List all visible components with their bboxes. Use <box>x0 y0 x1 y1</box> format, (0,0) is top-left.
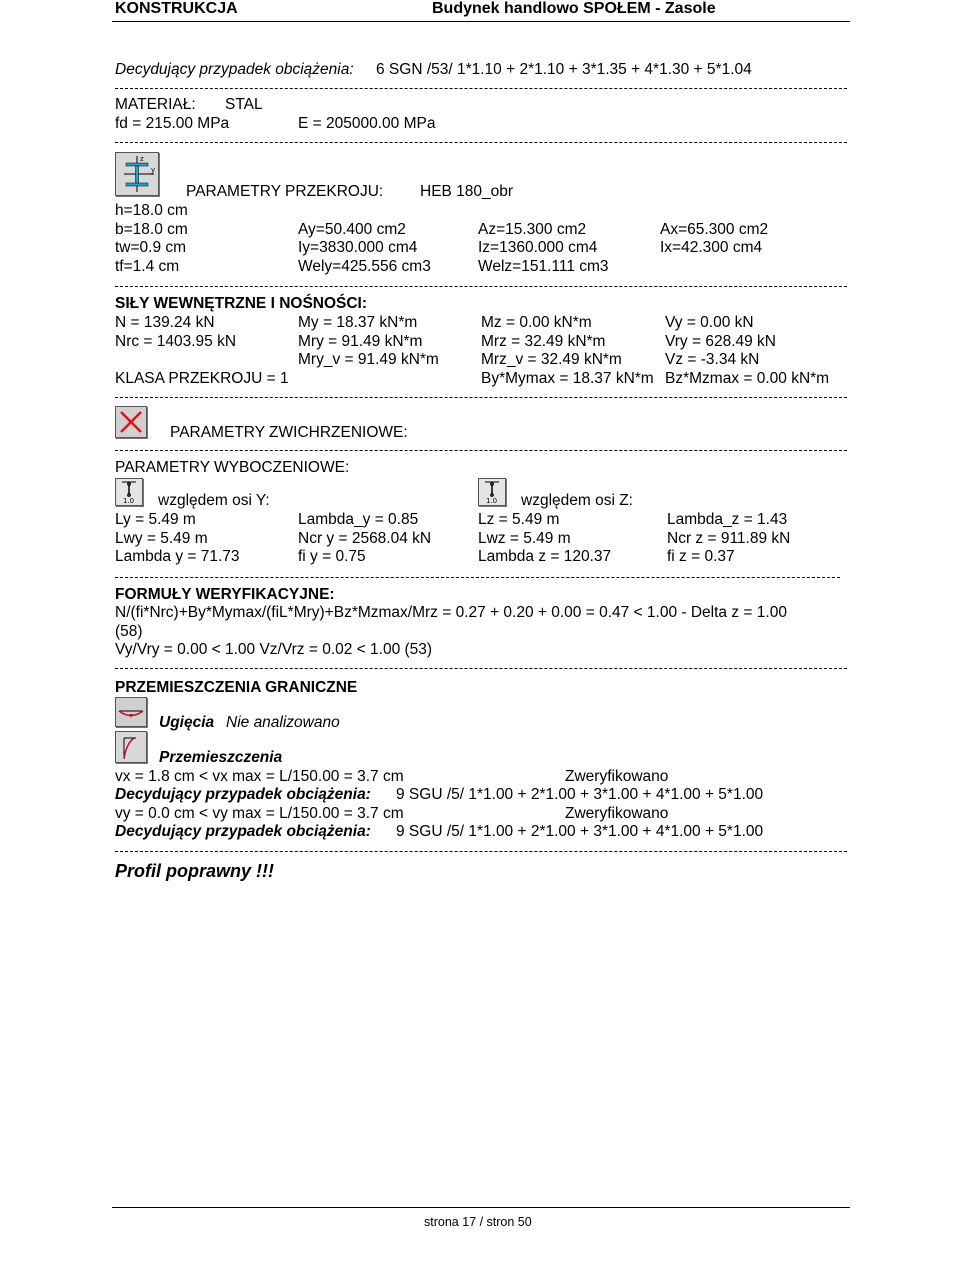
buckling-z-icon <box>478 478 506 506</box>
force-by-mymax: By*Mymax = 18.37 kN*m <box>481 370 654 387</box>
section-ax: Ax=65.300 cm2 <box>660 221 769 238</box>
decisive-case-label: Decydujący przypadek obciążenia: <box>115 61 354 78</box>
buckling-axis-y: względem osi Y: <box>158 492 270 509</box>
buckling-lambda-y: Lambda y = 71.73 <box>115 548 240 565</box>
divider <box>115 668 847 669</box>
vy-status: Zweryfikowano <box>565 805 669 822</box>
red-x-icon <box>115 406 147 438</box>
force-mry: Mry = 91.49 kN*m <box>298 333 423 350</box>
forces-title: SIŁY WEWNĘTRZNE I NOŚNOŚCI: <box>115 295 368 312</box>
force-my: My = 18.37 kN*m <box>298 314 418 331</box>
force-mz: Mz = 0.00 kN*m <box>481 314 592 331</box>
buckling-title: PARAMETRY WYBOCZENIOWE: <box>115 459 350 476</box>
divider <box>115 286 847 287</box>
section-ix: Ix=42.300 cm4 <box>660 239 763 256</box>
force-vy: Vy = 0.00 kN <box>665 314 754 331</box>
buckling-y-icon-label: 1.0 <box>123 497 135 505</box>
header-right: Budynek handlowo SPOŁEM - Zasole <box>432 0 716 17</box>
formulas-title: FORMUŁY WERYFIKACYJNE: <box>115 586 335 603</box>
vx-check: vx = 1.8 cm < vx max = L/150.00 = 3.7 cm <box>115 768 404 785</box>
displacement-icon <box>115 731 147 763</box>
buckling-z-icon-label: 1.0 <box>486 497 498 505</box>
buckling-lambda-z-rel: Lambda_z = 1.43 <box>667 511 788 528</box>
material-name: STAL <box>225 96 263 113</box>
section-class: KLASA PRZEKROJU = 1 <box>115 370 289 387</box>
material-fd: fd = 215.00 MPa <box>115 115 230 132</box>
divider <box>115 397 847 398</box>
section-tf: tf=1.4 cm <box>115 258 180 275</box>
buckling-y-icon <box>115 478 143 506</box>
section-wely: Wely=425.556 cm3 <box>298 258 431 275</box>
footer-rule <box>112 1207 850 1208</box>
decisive-case-value: 6 SGN /53/ 1*1.10 + 2*1.10 + 3*1.35 + 4*1.30 + 5*1.04 <box>376 61 752 78</box>
section-tw: tw=0.9 cm <box>115 239 187 256</box>
vx-case: 9 SGU /5/ 1*1.00 + 2*1.00 + 3*1.00 + 4*1.00 + 5*1.00 <box>396 786 764 803</box>
vx-status: Zweryfikowano <box>565 768 669 785</box>
force-mry-v: Mry_v = 91.49 kN*m <box>298 351 439 368</box>
vy-case: 9 SGU /5/ 1*1.00 + 2*1.00 + 3*1.00 + 4*1.00 + 5*1.00 <box>396 823 764 840</box>
section-ay: Ay=50.400 cm2 <box>298 221 406 238</box>
header-left: KONSTRUKCJA <box>115 0 238 17</box>
section-welz: Welz=151.111 cm3 <box>478 258 609 275</box>
buckling-axis-z: względem osi Z: <box>521 492 633 509</box>
section-b: b=18.0 cm <box>115 221 188 238</box>
page-number: strona 17 / stron 50 <box>424 1215 532 1229</box>
buckling-lwz: Lwz = 5.49 m <box>478 530 571 547</box>
force-vry: Vry = 628.49 kN <box>665 333 776 350</box>
buckling-ncr-z: Ncr z = 911.89 kN <box>667 530 791 547</box>
conclusion: Profil poprawny !!! <box>115 861 274 881</box>
displacement-label: Przemieszczenia <box>159 749 283 766</box>
vy-case-label: Decydujący przypadek obciążenia: <box>115 823 371 840</box>
buckling-ly: Ly = 5.49 m <box>115 511 196 528</box>
section-h: h=18.0 cm <box>115 202 188 219</box>
lateral-title: PARAMETRY ZWICHRZENIOWE: <box>170 424 408 441</box>
section-iy: Iy=3830.000 cm4 <box>298 239 418 256</box>
force-mrz: Mrz = 32.49 kN*m <box>481 333 606 350</box>
buckling-fi-y: fi y = 0.75 <box>298 548 366 565</box>
buckling-ncr-y: Ncr y = 2568.04 kN <box>298 530 432 547</box>
vx-case-label: Decydujący przypadek obciążenia: <box>115 786 371 803</box>
i-beam-section-icon <box>115 152 159 196</box>
buckling-fi-z: fi z = 0.37 <box>667 548 735 565</box>
divider <box>115 577 840 578</box>
force-n: N = 139.24 kN <box>115 314 215 331</box>
force-mrz-v: Mrz_v = 32.49 kN*m <box>481 351 622 368</box>
force-vz: Vz = -3.34 kN <box>665 351 760 368</box>
formula-line-2: (58) <box>115 623 143 640</box>
buckling-lambda-y-rel: Lambda_y = 0.85 <box>298 511 419 528</box>
buckling-lz: Lz = 5.49 m <box>478 511 560 528</box>
deflection-icon <box>115 697 147 727</box>
divider <box>115 450 847 451</box>
header-rule <box>112 21 850 22</box>
buckling-lwy: Lwy = 5.49 m <box>115 530 208 547</box>
section-title: PARAMETRY PRZEKROJU: <box>186 183 384 200</box>
divider <box>115 851 847 852</box>
section-profile: HEB 180_obr <box>420 183 514 200</box>
section-az: Az=15.300 cm2 <box>478 221 587 238</box>
vy-check: vy = 0.0 cm < vy max = L/150.00 = 3.7 cm <box>115 805 404 822</box>
section-iz: Iz=1360.000 cm4 <box>478 239 598 256</box>
svg-text:z: z <box>140 155 144 163</box>
material-e: E = 205000.00 MPa <box>298 115 436 132</box>
formula-line-3: Vy/Vry = 0.00 < 1.00 Vz/Vrz = 0.02 < 1.00 (53) <box>115 641 433 658</box>
formula-line-1: N/(fi*Nrc)+By*Mymax/(fiL*Mry)+Bz*Mzmax/Mrz = 0.27 + 0.20 + 0.00 = 0.47 < 1.00 - Delta z = 1.00 <box>115 604 787 621</box>
divider <box>115 88 847 89</box>
buckling-lambda-z: Lambda z = 120.37 <box>478 548 612 565</box>
displacements-title: PRZEMIESZCZENIA GRANICZNE <box>115 679 358 696</box>
material-label: MATERIAŁ: <box>115 96 196 113</box>
deflection-value: Nie analizowano <box>226 714 340 731</box>
divider <box>115 142 847 143</box>
deflection-label: Ugięcia <box>159 714 215 731</box>
force-nrc: Nrc = 1403.95 kN <box>115 333 237 350</box>
force-bz-mzmax: Bz*Mzmax = 0.00 kN*m <box>665 370 830 387</box>
svg-text:y: y <box>151 166 156 174</box>
